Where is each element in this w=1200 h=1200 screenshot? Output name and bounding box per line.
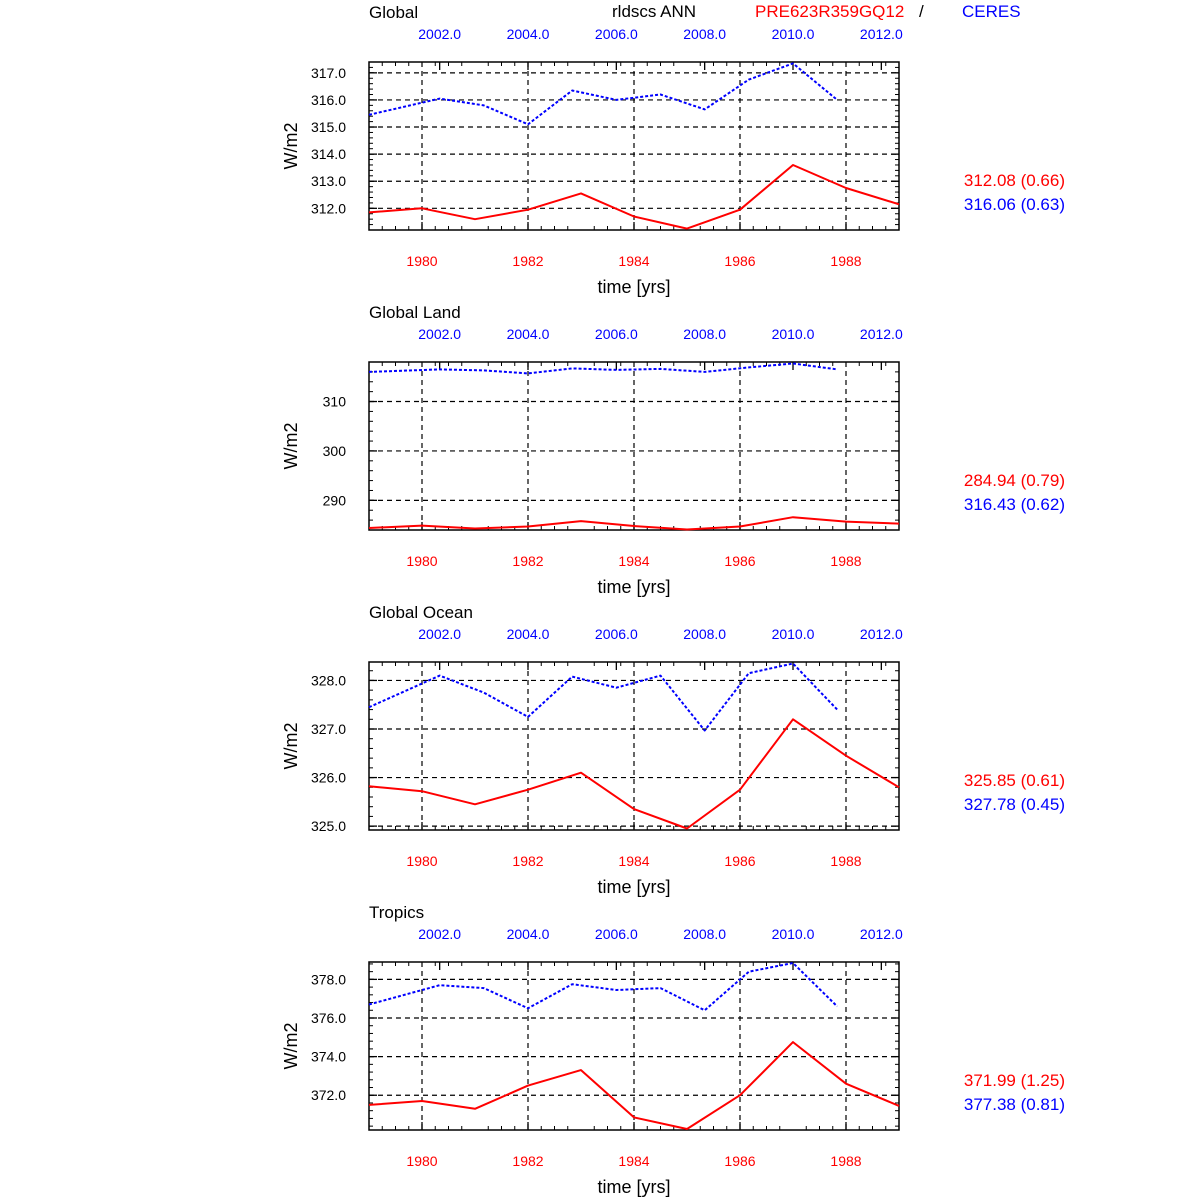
x-tick-label: 1988: [830, 853, 862, 869]
top-x-tick-label: 2004.0: [506, 26, 550, 42]
top-x-tick-label: 2008.0: [683, 326, 727, 342]
obs-series-line: [369, 664, 837, 731]
x-tick-label: 1986: [724, 253, 756, 269]
y-tick-label: 313.0: [310, 173, 346, 190]
top-x-tick-label: 2010.0: [771, 326, 815, 342]
y-tick-label: 326.0: [310, 769, 346, 786]
x-tick-label: 1988: [830, 253, 862, 269]
x-tick-label: 1984: [618, 553, 650, 569]
x-tick-label: 1980: [406, 253, 438, 269]
top-x-tick-label: 2006.0: [594, 626, 638, 642]
y-tick-label: 316.0: [310, 91, 346, 108]
obs-summary-stat: 377.38 (0.81): [963, 1095, 1065, 1114]
top-x-tick-label: 2012.0: [859, 626, 903, 642]
x-tick-label: 1984: [618, 253, 650, 269]
y-tick-label: 325.0: [310, 818, 346, 835]
name-separator: /: [919, 2, 924, 21]
x-tick-label: 1982: [512, 853, 544, 869]
y-tick-label: 312.0: [310, 200, 346, 217]
top-x-tick-label: 2006.0: [594, 26, 638, 42]
y-tick-label: 374.0: [310, 1048, 346, 1065]
y-tick-label: 290: [322, 492, 346, 509]
top-x-tick-label: 2004.0: [506, 626, 550, 642]
y-tick-label: 327.0: [310, 721, 346, 738]
x-axis-label: time [yrs]: [597, 277, 671, 297]
model-summary-stat: 371.99 (1.25): [963, 1071, 1065, 1090]
y-axis-label: W/m2: [281, 722, 301, 770]
top-x-tick-label: 2008.0: [683, 626, 727, 642]
y-tick-label: 310: [322, 393, 346, 410]
x-tick-label: 1982: [512, 553, 544, 569]
top-x-tick-label: 2008.0: [683, 26, 727, 42]
top-x-tick-label: 2002.0: [418, 326, 462, 342]
top-x-tick-label: 2002.0: [418, 926, 462, 942]
x-tick-label: 1980: [406, 853, 438, 869]
y-tick-label: 378.0: [310, 971, 346, 988]
top-x-tick-label: 2010.0: [771, 926, 815, 942]
panel-title: Global Land: [369, 303, 461, 322]
top-x-tick-label: 2006.0: [594, 926, 638, 942]
x-axis-label: time [yrs]: [597, 1177, 671, 1197]
top-x-tick-label: 2012.0: [859, 26, 903, 42]
chart-variable-title: rldscs ANN: [612, 2, 697, 21]
top-x-tick-label: 2002.0: [418, 26, 462, 42]
x-tick-label: 1986: [724, 853, 756, 869]
x-tick-label: 1988: [830, 1153, 862, 1169]
y-tick-label: 317.0: [310, 64, 346, 81]
model-summary-stat: 284.94 (0.79): [963, 471, 1065, 490]
x-tick-label: 1984: [618, 1153, 650, 1169]
y-tick-label: 328.0: [310, 672, 346, 689]
y-tick-label: 300: [322, 442, 346, 459]
x-tick-label: 1984: [618, 853, 650, 869]
obs-series-line: [369, 963, 837, 1010]
x-tick-label: 1988: [830, 553, 862, 569]
y-axis-label: W/m2: [281, 422, 301, 470]
top-x-tick-label: 2002.0: [418, 626, 462, 642]
x-tick-label: 1980: [406, 1153, 438, 1169]
obs-summary-stat: 316.43 (0.62): [963, 495, 1065, 514]
top-x-tick-label: 2008.0: [683, 926, 727, 942]
y-tick-label: 372.0: [310, 1087, 346, 1104]
model-summary-stat: 312.08 (0.66): [963, 171, 1065, 190]
x-tick-label: 1980: [406, 553, 438, 569]
y-tick-label: 314.0: [310, 146, 346, 163]
obs-summary-stat: 327.78 (0.45): [963, 795, 1065, 814]
y-tick-label: 315.0: [310, 119, 346, 136]
top-x-tick-label: 2010.0: [771, 26, 815, 42]
top-x-tick-label: 2012.0: [859, 926, 903, 942]
y-axis-label: W/m2: [281, 1022, 301, 1070]
top-x-tick-label: 2012.0: [859, 326, 903, 342]
x-axis-label: time [yrs]: [597, 577, 671, 597]
panel-title: Tropics: [369, 903, 425, 922]
panel-title: Global Ocean: [369, 603, 473, 622]
top-x-tick-label: 2004.0: [506, 326, 550, 342]
x-tick-label: 1982: [512, 1153, 544, 1169]
top-x-tick-label: 2006.0: [594, 326, 638, 342]
top-x-tick-label: 2004.0: [506, 926, 550, 942]
x-axis-label: time [yrs]: [597, 877, 671, 897]
obs-summary-stat: 316.06 (0.63): [963, 195, 1065, 214]
model-summary-stat: 325.85 (0.61): [963, 771, 1065, 790]
model-name-label: PRE623R359GQ12: [755, 2, 905, 21]
x-tick-label: 1982: [512, 253, 544, 269]
obs-name-label: CERES: [962, 2, 1021, 21]
top-x-tick-label: 2010.0: [771, 626, 815, 642]
y-tick-label: 376.0: [310, 1010, 346, 1026]
x-tick-label: 1986: [724, 1153, 756, 1169]
panel-title: Global: [369, 3, 419, 22]
y-axis-label: W/m2: [281, 122, 301, 170]
x-tick-label: 1986: [724, 553, 756, 569]
